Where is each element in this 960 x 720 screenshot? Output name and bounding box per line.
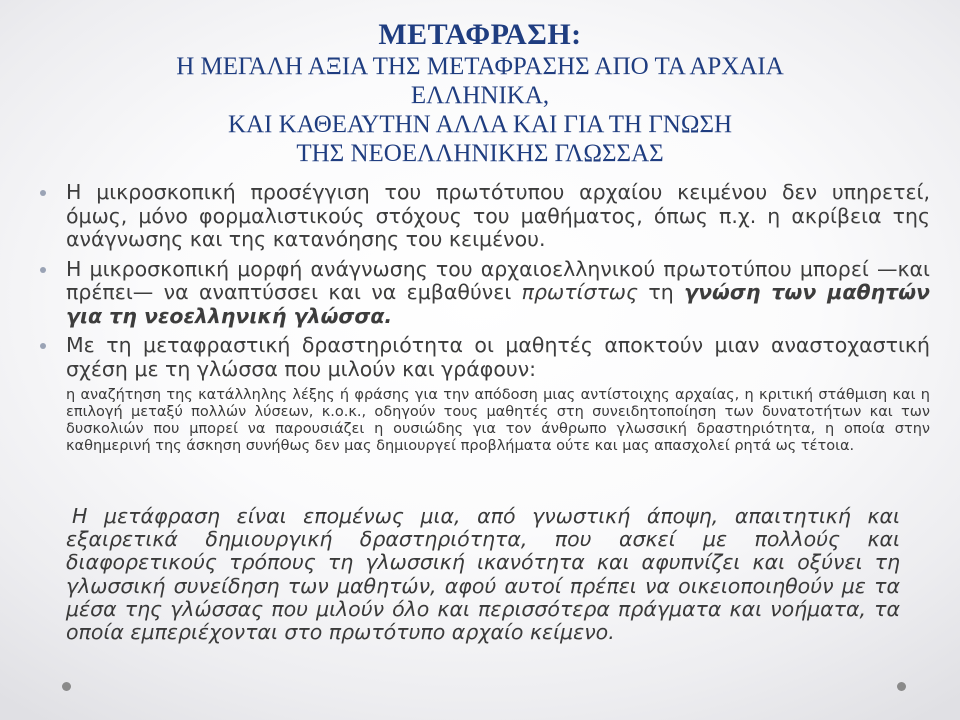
bullet-list [40, 181, 930, 455]
bullet-dot-icon [40, 190, 46, 196]
bullet-text: Με τη μεταφραστική δραστηριότητα οι μαθητές αποκτούν μιαν αναστοχαστική σχέση με τη γλώσσα που μιλούν και γράφουν: [66, 333, 930, 381]
bullet-dot-icon [40, 267, 46, 273]
title-line-3: ΚΑΙ ΚΑΘΕΑΥΤΗΝ ΑΛΛΑ ΚΑΙ ΓΙΑ ΤΗ ΓΝΩΣΗ [227, 110, 733, 138]
title-line-1: Η ΜΕΓΑΛΗ ΑΞΙΑ ΤΗΣ ΜΕΤΑΦΡΑΣΗΣ ΑΠΟ ΤΑ ΑΡΧΑΙΑ [176, 52, 784, 80]
slide-title [0, 18, 960, 168]
bullet-text: τη [638, 280, 685, 304]
bullet-text: Η μικροσκοπική προσέγγιση του πρωτότυπου αρχαίου κειμένου δεν υπηρετεί, όμως, μόνο φορμαλιστικούς στόχους του μαθήματος, όπως π.χ. η ακρίβεια της ανάγνωσης και της κατανόησης του κειμένου. [66, 180, 930, 251]
bullet-item-1 [40, 181, 930, 252]
bullet-text-end: . [384, 303, 393, 328]
bullet-item-3 [40, 334, 930, 381]
bullet-text: Η μικροσκοπική μορφή ανάγνωσης του αρχαιοελληνικού πρωτοτύπου μπορεί —και πρέπει— να αναπτύσσει και να εμβαθύνει [66, 256, 930, 304]
bullet-strong-emphasis: γνώση των μαθητών για τη νεοελληνική γλώσσα [66, 280, 931, 328]
title-line-4: ΤΗΣ ΝΕΟΕΛΛΗΝΙΚΗΣ ΓΛΩΣΣΑΣ [296, 139, 664, 167]
bullet-item-2 [40, 258, 930, 329]
bullet-dot-icon [40, 343, 46, 349]
conclusion-text: Η μετάφραση είναι επομένως μια, από γνωστική άποψη, απαιτητική και εξαιρετικά δημιουργική δραστηριότητα, που ασκεί με πολλούς και διαφορετικούς τρόπους τη γλωσσική ικανότητα και αφυπνίζει και οξύνει τη γλωσσική συνείδηση των μαθητών, αφού αυτοί πρέπει να οικειοποιηθούν με τα μέσα της γλώσσας που μιλούν όλο και περισσότερα πράγματα και νοήματα, τα οποία εμπεριέχονται στο πρωτότυπο αρχαίο κείμενο. [66, 504, 900, 645]
conclusion-paragraph [66, 505, 900, 644]
title-main: ΜΕΤΑΦΡΑΣΗ: [378, 18, 582, 51]
corner-dot-icon [897, 682, 906, 691]
bullet-emphasis: πρωτίστως [521, 280, 639, 304]
title-line-2: ΕΛΛΗΝΙΚΑ, [410, 81, 550, 109]
corner-dot-icon [62, 682, 71, 691]
bullet-detail-text: η αναζήτηση της κατάλληλης λέξης ή φράσης για την απόδοση μιας αντίστοιχης αρχαίας, η κριτική στάθμιση και η επιλογή μεταξύ πολλών λύσεων, κ.ο.κ., οδηγούν τους μαθητές στη συνειδητοποίηση των δυνατοτήτων και των δυσκολιών που μπορεί να παρουσιάζει η ουσιώδης για τον άνθρωπο γλωσσική δραστηριότητα, η οποία στην καθημερινή της άσκηση συνήθως δεν μας δημιουργεί προβλήματα ούτε και μας απασχολεί ρητά ως τέτοια. [66, 387, 930, 454]
